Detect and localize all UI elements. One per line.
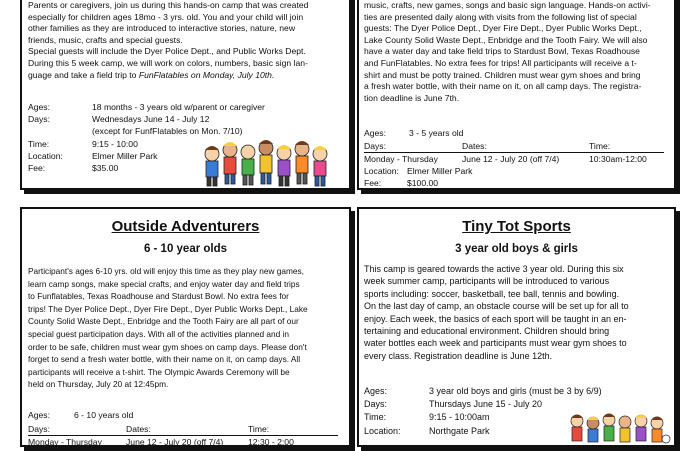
description-line: to Funflatables, Texas Roadhouse and Stardust Bowl. No extra fees for — [28, 291, 289, 302]
fieldtrip-text: FunFlatables on Monday, July 10th. — [138, 69, 275, 80]
description-line: forget to send a fresh water bottle, with their name on it, on camp days. All — [28, 354, 301, 365]
description-line: tertaining and educational environment. Children should bring — [364, 326, 610, 337]
description-line: week summer camp, participants will be introduced to various — [364, 276, 610, 287]
description-line: learn camp songs, make special crafts, and enjoy water day and field trips — [28, 278, 300, 289]
time-header: Time: — [589, 141, 611, 151]
outside-adventurers-box — [20, 207, 351, 447]
time-value: 10:30am-12:00 — [589, 154, 647, 164]
description-line: especially for children ages 18mo - 3 yrs. old. You and your child will join — [28, 11, 304, 22]
tiny-tot-sports-box — [357, 207, 676, 447]
schedule-divider — [364, 152, 664, 153]
location-value: Elmer Miller Park — [92, 151, 158, 161]
description-line: every class. Registration deadline is June 12th. — [364, 350, 553, 361]
days-header: Days: — [28, 424, 50, 434]
description-line: Special guests will include the Dyer Police Dept., and Public Works Dept. — [28, 46, 306, 57]
description-line: ties are presented daily along with visits from the following list of special — [364, 11, 637, 22]
description-line: During this 5 week camp, we will work on colors, numbers, basic sign lan- — [28, 57, 308, 68]
description-line: Lake County Solid Waste Dept., Enbridge and the Tooth Fairy. We will also — [364, 34, 648, 45]
days-value: Monday - Thursday — [28, 437, 102, 447]
fee-label: Fee: — [364, 178, 382, 188]
description-line: music, crafts, new games, songs and basic sign language. Hands-on activi- — [364, 0, 651, 10]
description-line: County Solid Waste Dept., Enbridge and the Tooth Fairy are all part of our — [28, 316, 299, 327]
time-value: 9:15 - 10:00 — [92, 139, 138, 149]
days-label: Days: — [28, 114, 50, 124]
preschool-camp-description — [364, 0, 651, 104]
location-label: Location: — [364, 166, 399, 176]
location-label: Location: — [28, 151, 63, 161]
description-line: Parents or caregivers, join us during this hands-on camp that was created — [28, 0, 309, 10]
description-line: shirt and must be potty trained. Children must wear gym shoes and bring — [364, 69, 641, 80]
description-line: guage and take a field trip to FunFlatables on Monday, July 10th. — [28, 69, 275, 80]
description-line: guests: The Dyer Police Dept., Dyer Fire Dept., Dyer Public Works Dept., — [364, 23, 642, 34]
dates-header: Dates: — [462, 141, 487, 151]
description-line: order to be safe, children must wear gym shoes on camp days. Please don't — [28, 341, 307, 352]
description-line: friends, music, crafts and special guests. — [28, 34, 183, 45]
tiny-tot-sports-description — [364, 263, 629, 362]
description-line: trips! The Dyer Police Dept., Dyer Fire Dept., Dyer Public Works Dept., Lake — [28, 303, 308, 314]
dates-value: June 12 - July 20 (off 7/4) — [126, 437, 224, 447]
box-title: Tiny Tot Sports — [462, 218, 571, 235]
time-value: 12:30 - 2:00 — [248, 437, 294, 447]
days-value: Monday - Thursday — [364, 154, 438, 164]
fee-value: $100.00 — [407, 178, 439, 188]
location-label: Location: — [364, 426, 401, 436]
dates-header: Dates: — [126, 424, 151, 434]
description-line: have a water day and take field trips to Stardust Bowl, Texas Roadhouse — [364, 46, 640, 57]
description-line: On the last day of camp, an obstacle course will be set up for all to — [364, 301, 629, 312]
ages-value: 3 - 5 years old — [409, 128, 464, 138]
ages-label: Ages: — [364, 386, 388, 396]
time-value: 9:15 - 10:00am — [429, 412, 490, 422]
sports-kids-clipart — [567, 411, 671, 445]
box-subtitle: 3 year old boys & girls — [455, 243, 578, 255]
time-label: Time: — [28, 139, 50, 149]
box-subtitle: 6 - 10 year olds — [143, 243, 228, 255]
days-note: (except for FunfFlatables on Mon. 7/10) — [92, 126, 243, 136]
ages-label: Ages: — [28, 410, 50, 420]
time-label: Time: — [364, 412, 387, 422]
description-line: and FunFlatables. No extra fees for trips! All participants will receive a t- — [364, 57, 637, 68]
toddler-camp-box — [20, 0, 351, 190]
description-line: other families as they are introduced to interactive stories, nature, new — [28, 23, 296, 34]
ages-value: 18 months - 3 years old w/parent or caregiver — [92, 102, 265, 112]
description-line: tion deadline is June 7th. — [364, 92, 460, 103]
outside-adventurers-description — [28, 265, 308, 391]
preschool-camp-box — [357, 0, 676, 190]
location-value: Elmer Miller Park — [407, 166, 473, 176]
time-header: Time: — [248, 424, 270, 434]
description-line: participants will receive a t-shirt. The Olympic Awards Ceremony will be — [28, 366, 290, 377]
ages-label: Ages: — [28, 102, 50, 112]
description-line: special guest participation days. With all of the activities planned and in — [28, 328, 290, 339]
description-line: a fresh water bottle, with their name on it, on all camp days. The registra- — [364, 81, 642, 92]
location-value: Northgate Park — [429, 426, 490, 436]
fee-value: $35.00 — [92, 163, 119, 173]
description-line: enjoy. Each week, the basics of each sport will be taught in an en- — [364, 313, 627, 324]
toddler-camp-description — [28, 0, 308, 81]
description-line: held on Thursday, July 20 at 12:45pm. — [28, 379, 169, 390]
days-label: Days: — [364, 399, 388, 409]
ages-value: 3 year old boys and girls (must be 3 by 6/9) — [429, 386, 602, 396]
fee-label: Fee: — [28, 163, 46, 173]
days-value: Thursdays June 15 - July 20 — [429, 399, 543, 409]
description-line: sports including: soccer, basketball, tee ball, tennis and bowling. — [364, 288, 620, 299]
description-line: This camp is geared towards the active 3 year old. During this six — [364, 264, 624, 274]
schedule-divider — [28, 435, 338, 436]
ages-value: 6 - 10 years old — [74, 410, 134, 420]
days-value: Wednesdays June 14 - July 12 — [92, 114, 210, 124]
days-header: Days: — [364, 141, 386, 151]
kids-clipart — [202, 134, 332, 190]
description-line: water bottles each week and participants must wear gym shoes to — [364, 338, 627, 349]
description-line: Participant's ages 6-10 yrs. old will enjoy this time as they play new games, — [28, 266, 304, 276]
dates-value: June 12 - July 20 (off 7/4) — [462, 154, 560, 164]
box-title: Outside Adventurers — [111, 218, 260, 235]
ages-label: Ages: — [364, 128, 386, 138]
